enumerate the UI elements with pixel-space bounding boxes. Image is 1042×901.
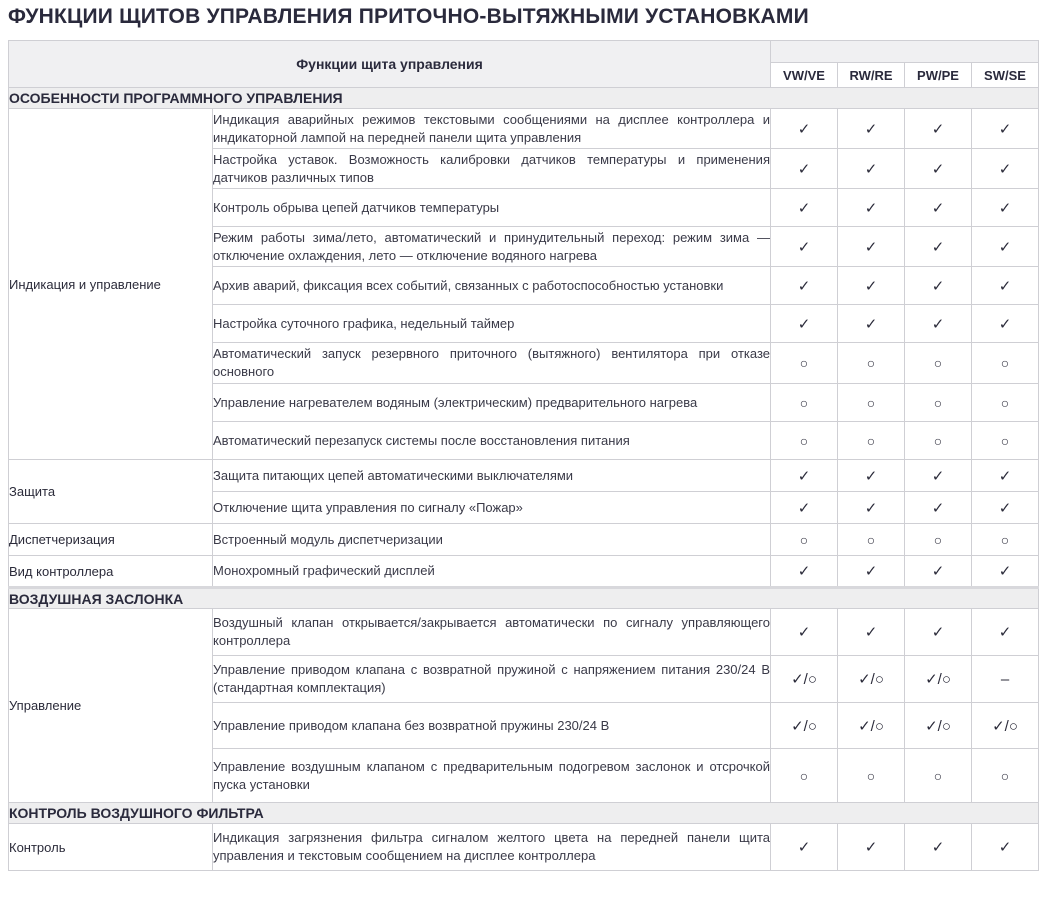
availability-cell (771, 749, 838, 803)
availability-cell (972, 189, 1039, 227)
function-description: Управление нагревателем водяным (электрическим) предварительного нагрева (213, 384, 771, 422)
section-title: ОСОБЕННОСТИ ПРОГРАММНОГО УПРАВЛЕНИЯ (9, 88, 1039, 109)
section-row (9, 803, 1039, 824)
availability-cell (838, 524, 905, 556)
availability-cell (972, 267, 1039, 305)
circle-icon: ○ (1000, 432, 1010, 449)
function-description: Отключение щита управления по сигналу «Пожар» (213, 492, 771, 524)
circle-icon: ○ (933, 767, 943, 784)
check-icon: ✓ (931, 160, 945, 178)
availability-cell (838, 749, 905, 803)
function-description: Индикация загрязнения фильтра сигналом желтого цвета на передней панели щита управления и текстовым сообщением на дисплее контроллера (213, 824, 771, 871)
section-title: ВОЗДУШНАЯ ЗАСЛОНКА (9, 588, 1039, 609)
availability-cell (972, 656, 1039, 703)
availability-cell (905, 305, 972, 343)
availability-cell (771, 343, 838, 384)
circle-icon: ○ (933, 531, 943, 548)
function-description: Режим работы зима/лето, автоматический и принудительный переход: режим зима — отключение охлаждения, лето — отключение водяного нагрева (213, 227, 771, 267)
availability-cell (771, 149, 838, 189)
availability-cell (771, 656, 838, 703)
model-header: PW/PE (905, 63, 972, 88)
check-icon: ✓ (998, 238, 1012, 256)
availability-cell (905, 384, 972, 422)
availability-cell (905, 824, 972, 871)
check-icon: ✓ (864, 238, 878, 256)
function-description: Индикация аварийных режимов текстовыми сообщениями на дисплее контроллера и индикаторной лампой на передней панели щита управления (213, 109, 771, 149)
check-icon: ✓ (797, 499, 811, 517)
check-or-circle-icon: ✓/○ (858, 717, 884, 735)
availability-cell (905, 524, 972, 556)
availability-cell (905, 460, 972, 492)
circle-icon: ○ (933, 355, 943, 371)
availability-cell (972, 703, 1039, 749)
availability-cell (838, 824, 905, 871)
check-or-circle-icon: ✓/○ (992, 717, 1018, 735)
table-row (9, 524, 1039, 556)
availability-cell (905, 189, 972, 227)
model-header: VW/VE (771, 63, 838, 88)
availability-cell (838, 703, 905, 749)
availability-cell (972, 227, 1039, 267)
check-icon: ✓ (797, 467, 811, 485)
check-icon: ✓ (998, 499, 1012, 517)
availability-cell (972, 343, 1039, 384)
check-icon: ✓ (998, 467, 1012, 485)
table-row (9, 460, 1039, 492)
check-icon: ✓ (864, 120, 878, 138)
check-icon: ✓ (931, 839, 945, 856)
availability-cell (771, 609, 838, 656)
dash-icon: – (1000, 671, 1010, 688)
circle-icon: ○ (933, 432, 943, 449)
check-icon: ✓ (998, 120, 1012, 138)
availability-cell (972, 524, 1039, 556)
check-icon: ✓ (797, 315, 811, 333)
table-body (9, 88, 1039, 871)
group-label: Управление (9, 609, 213, 803)
model-header: SW/SE (972, 63, 1039, 88)
function-description: Управление воздушным клапаном с предварительным подогревом заслонок и отсрочкой пуска установки (213, 749, 771, 803)
check-icon: ✓ (797, 624, 811, 641)
models-header-band (771, 41, 1039, 63)
circle-icon: ○ (799, 767, 809, 784)
check-icon: ✓ (797, 120, 811, 138)
availability-cell (838, 189, 905, 227)
availability-cell (771, 524, 838, 556)
availability-cell (771, 189, 838, 227)
availability-cell (838, 109, 905, 149)
check-icon: ✓ (864, 467, 878, 485)
function-description: Настройка уставок. Возможность калибровки датчиков температуры и применения датчиков различных типов (213, 149, 771, 189)
availability-cell (838, 422, 905, 460)
check-icon: ✓ (864, 315, 878, 333)
availability-cell (905, 556, 972, 588)
functions-table (8, 40, 1039, 871)
function-description: Монохромный графический дисплей (213, 556, 771, 588)
availability-cell (771, 109, 838, 149)
group-label: Контроль (9, 824, 213, 871)
check-icon: ✓ (864, 499, 878, 517)
circle-icon: ○ (799, 394, 809, 411)
check-or-circle-icon: ✓/○ (925, 671, 951, 688)
check-icon: ✓ (931, 238, 945, 256)
circle-icon: ○ (1000, 355, 1010, 371)
availability-cell (972, 492, 1039, 524)
check-icon: ✓ (931, 315, 945, 333)
circle-icon: ○ (866, 394, 876, 411)
circle-icon: ○ (799, 432, 809, 449)
circle-icon: ○ (1000, 767, 1010, 784)
check-icon: ✓ (797, 238, 811, 256)
availability-cell (771, 492, 838, 524)
function-description: Архив аварий, фиксация всех событий, связанных с работоспособностью установки (213, 267, 771, 305)
circle-icon: ○ (799, 531, 809, 548)
function-description: Защита питающих цепей автоматическими выключателями (213, 460, 771, 492)
availability-cell (905, 227, 972, 267)
check-icon: ✓ (931, 499, 945, 517)
check-icon: ✓ (998, 277, 1012, 295)
availability-cell (838, 227, 905, 267)
check-icon: ✓ (931, 624, 945, 641)
check-icon: ✓ (864, 277, 878, 295)
group-label: Индикация и управление (9, 109, 213, 460)
availability-cell (771, 556, 838, 588)
availability-cell (838, 609, 905, 656)
function-description: Управление приводом клапана с возвратной пружиной с напряжением питания 230/24 В (стандартная комплектация) (213, 656, 771, 703)
table-row (9, 824, 1039, 871)
function-description: Встроенный модуль диспетчеризации (213, 524, 771, 556)
check-icon: ✓ (998, 839, 1012, 856)
circle-icon: ○ (866, 531, 876, 548)
circle-icon: ○ (866, 432, 876, 449)
availability-cell (838, 656, 905, 703)
availability-cell (972, 149, 1039, 189)
availability-cell (972, 460, 1039, 492)
model-header: RW/RE (838, 63, 905, 88)
section-title: КОНТРОЛЬ ВОЗДУШНОГО ФИЛЬТРА (9, 803, 1039, 824)
page-title: ФУНКЦИИ ЩИТОВ УПРАВЛЕНИЯ ПРИТОЧНО-ВЫТЯЖНЫМИ УСТАНОВКАМИ (8, 5, 809, 28)
check-icon: ✓ (864, 839, 878, 856)
group-label: Диспетчеризация (9, 524, 213, 556)
check-icon: ✓ (931, 563, 945, 580)
function-description: Автоматический перезапуск системы после восстановления питания (213, 422, 771, 460)
check-icon: ✓ (797, 199, 811, 217)
check-icon: ✓ (998, 160, 1012, 178)
check-icon: ✓ (797, 160, 811, 178)
availability-cell (771, 384, 838, 422)
check-icon: ✓ (931, 120, 945, 138)
availability-cell (905, 149, 972, 189)
check-icon: ✓ (864, 624, 878, 641)
function-description: Управление приводом клапана без возвратной пружины 230/24 В (213, 703, 771, 749)
availability-cell (838, 384, 905, 422)
function-description: Контроль обрыва цепей датчиков температуры (213, 189, 771, 227)
circle-icon: ○ (866, 355, 876, 371)
availability-cell (838, 343, 905, 384)
circle-icon: ○ (1000, 531, 1010, 548)
check-icon: ✓ (864, 160, 878, 178)
check-icon: ✓ (998, 199, 1012, 217)
availability-cell (972, 609, 1039, 656)
function-description: Настройка суточного графика, недельный таймер (213, 305, 771, 343)
availability-cell (838, 460, 905, 492)
check-or-circle-icon: ✓/○ (925, 717, 951, 735)
check-or-circle-icon: ✓/○ (791, 717, 817, 735)
availability-cell (905, 267, 972, 305)
availability-cell (771, 305, 838, 343)
availability-cell (905, 609, 972, 656)
section-row (9, 588, 1039, 609)
table-row (9, 609, 1039, 656)
circle-icon: ○ (866, 767, 876, 784)
availability-cell (972, 384, 1039, 422)
circle-icon: ○ (799, 355, 809, 371)
availability-cell (972, 749, 1039, 803)
group-label: Вид контроллера (9, 556, 213, 588)
check-icon: ✓ (864, 199, 878, 217)
table-row (9, 556, 1039, 588)
availability-cell (905, 109, 972, 149)
group-label: Защита (9, 460, 213, 524)
availability-cell (905, 343, 972, 384)
function-description: Автоматический запуск резервного приточного (вытяжного) вентилятора при отказе основного (213, 343, 771, 384)
availability-cell (972, 824, 1039, 871)
table-row (9, 109, 1039, 149)
availability-cell (771, 460, 838, 492)
check-icon: ✓ (797, 839, 811, 856)
check-icon: ✓ (931, 467, 945, 485)
availability-cell (972, 422, 1039, 460)
availability-cell (905, 492, 972, 524)
check-icon: ✓ (998, 315, 1012, 333)
check-icon: ✓ (864, 563, 878, 580)
availability-cell (972, 305, 1039, 343)
availability-cell (838, 149, 905, 189)
check-icon: ✓ (931, 277, 945, 295)
check-icon: ✓ (998, 624, 1012, 641)
availability-cell (905, 703, 972, 749)
availability-cell (905, 656, 972, 703)
availability-cell (771, 227, 838, 267)
availability-cell (771, 422, 838, 460)
availability-cell (838, 492, 905, 524)
availability-cell (905, 749, 972, 803)
check-icon: ✓ (931, 199, 945, 217)
function-description: Воздушный клапан открывается/закрывается автоматически по сигналу управляющего контроллера (213, 609, 771, 656)
check-icon: ✓ (797, 563, 811, 580)
availability-cell (972, 556, 1039, 588)
check-icon: ✓ (998, 563, 1012, 580)
availability-cell (838, 556, 905, 588)
check-icon: ✓ (797, 277, 811, 295)
circle-icon: ○ (1000, 394, 1010, 411)
check-or-circle-icon: ✓/○ (858, 671, 884, 688)
section-row (9, 88, 1039, 109)
availability-cell (771, 824, 838, 871)
availability-cell (905, 422, 972, 460)
availability-cell (838, 267, 905, 305)
availability-cell (838, 305, 905, 343)
availability-cell (771, 267, 838, 305)
availability-cell (771, 703, 838, 749)
check-or-circle-icon: ✓/○ (791, 671, 817, 688)
availability-cell (972, 109, 1039, 149)
function-column-header: Функции щита управления (9, 41, 771, 88)
circle-icon: ○ (933, 394, 943, 411)
